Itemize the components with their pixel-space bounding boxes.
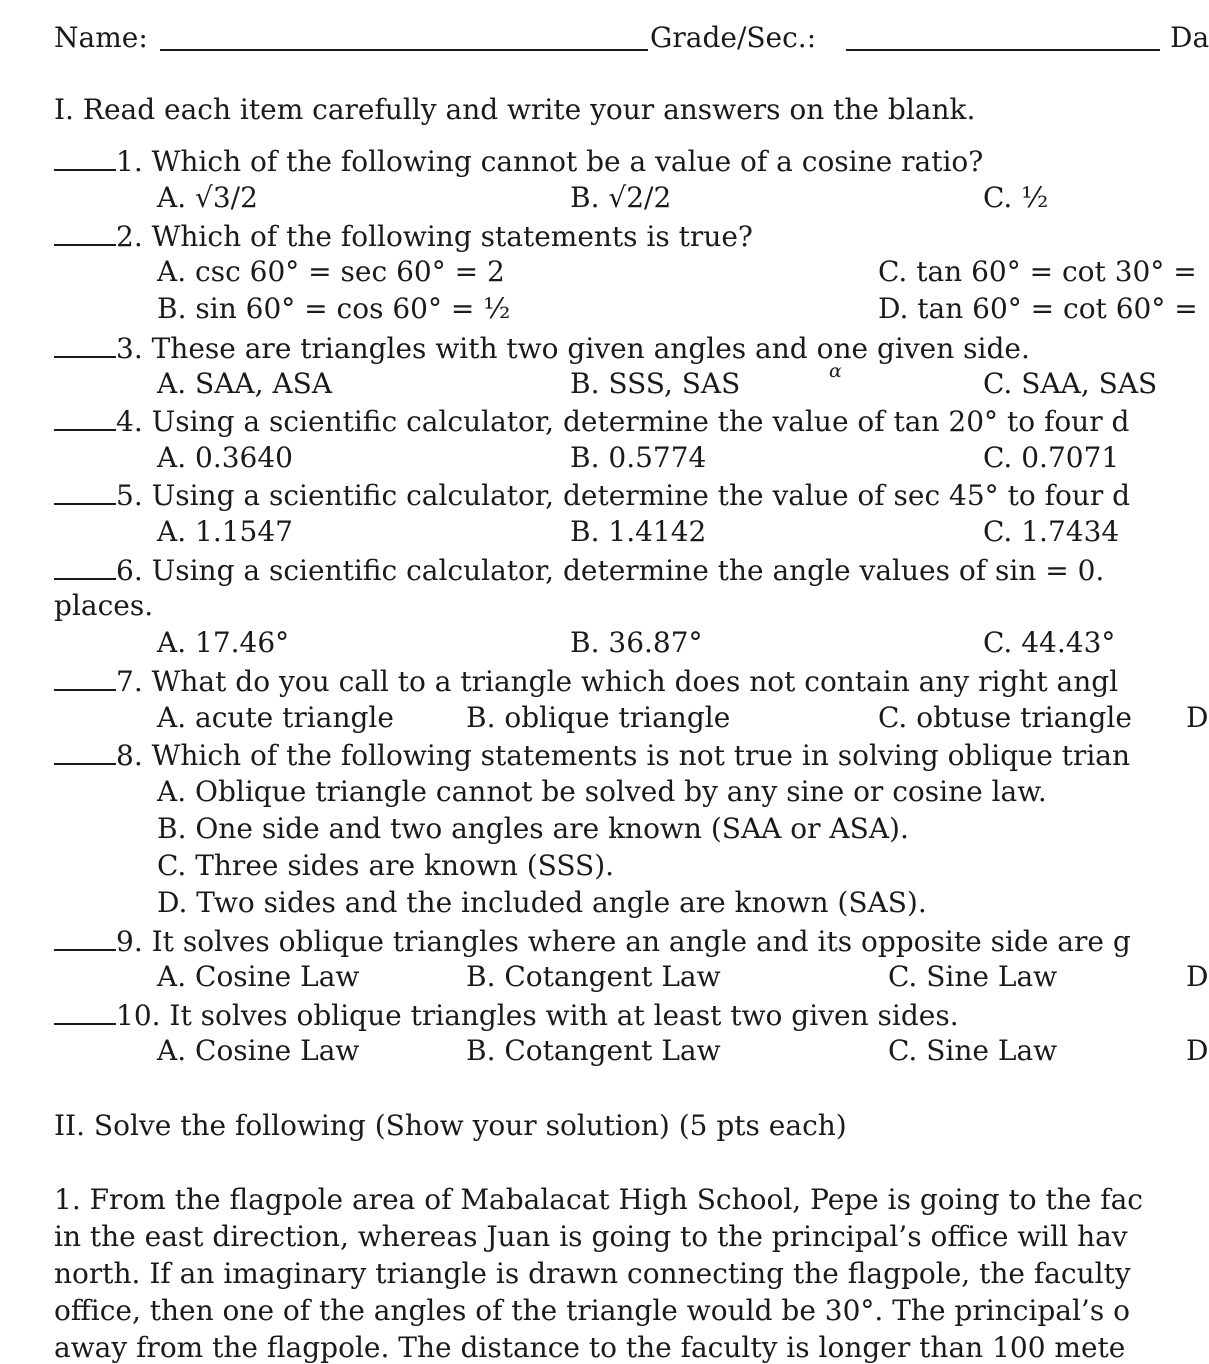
name-field[interactable] <box>160 27 648 51</box>
question-7: 7. What do you call to a triangle which does not contain any right angl <box>54 667 1118 696</box>
choice-2d: D. tan 60° = cot 60° = <box>878 292 1198 325</box>
choice-2a: A. csc 60° = sec 60° = 2 <box>157 255 505 288</box>
choice-4c: C. 0.7071 <box>983 441 1120 474</box>
choice-3b: B. SSS, SAS <box>570 367 741 400</box>
choice-9d: D <box>1186 960 1209 993</box>
choice-10b: B. Cotangent Law <box>466 1034 721 1067</box>
choice-6a: A. 17.46° <box>157 626 290 659</box>
name-label: Name: <box>54 21 148 54</box>
choice-8b: B. One side and two angles are known (SAA or ASA). <box>157 812 909 845</box>
question-8: 8. Which of the following statements is not true in solving oblique trian <box>54 741 1130 770</box>
choice-1c: C. ½ <box>983 181 1049 214</box>
choice-10c: C. Sine Law <box>888 1034 1058 1067</box>
answer-blank-8[interactable] <box>54 741 116 765</box>
problem-1-line-5: away from the flagpole. The distance to the faculty is longer than 100 mete <box>54 1331 1126 1364</box>
problem-1-line-1: 1. From the flagpole area of Mabalacat High School, Pepe is going to the fac <box>54 1183 1143 1216</box>
answer-blank-3[interactable] <box>54 334 116 358</box>
choice-7d: D <box>1186 701 1209 734</box>
choice-10a: A. Cosine Law <box>157 1034 360 1067</box>
choice-9b: B. Cotangent Law <box>466 960 721 993</box>
choice-6b: B. 36.87° <box>570 626 703 659</box>
problem-1-line-2: in the east direction, whereas Juan is going to the principal’s office will hav <box>54 1220 1128 1253</box>
choice-3a: A. SAA, ASA <box>157 367 333 400</box>
part1-instruction: I. Read each item carefully and write your answers on the blank. <box>54 93 976 126</box>
grade-section-field[interactable] <box>846 27 1160 51</box>
date-label: Da <box>1170 21 1209 54</box>
answer-blank-9[interactable] <box>54 927 116 951</box>
question-9: 9. It solves oblique triangles where an angle and its opposite side are g <box>54 927 1131 956</box>
answer-blank-1[interactable] <box>54 147 116 171</box>
choice-6c: C. 44.43° <box>983 626 1116 659</box>
choice-8c: C. Three sides are known (SSS). <box>157 849 615 882</box>
part2-instruction: II. Solve the following (Show your solution) (5 pts each) <box>54 1109 847 1142</box>
problem-1-line-4: office, then one of the angles of the triangle would be 30°. The principal’s o <box>54 1294 1130 1327</box>
question-5: 5. Using a scientific calculator, determine the value of sec 45° to four d <box>54 481 1130 510</box>
answer-blank-4[interactable] <box>54 407 116 431</box>
problem-1-line-3: north. If an imaginary triangle is drawn connecting the flagpole, the faculty <box>54 1257 1131 1290</box>
choice-9c: C. Sine Law <box>888 960 1058 993</box>
question-6-continued: places. <box>54 589 154 622</box>
choice-7b: B. oblique triangle <box>466 701 731 734</box>
answer-blank-6[interactable] <box>54 556 116 580</box>
question-1: 1. Which of the following cannot be a value of a cosine ratio? <box>54 147 983 176</box>
choice-8d: D. Two sides and the included angle are known (SAS). <box>157 886 927 919</box>
choice-4b: B. 0.5774 <box>570 441 707 474</box>
choice-8a: A. Oblique triangle cannot be solved by any sine or cosine law. <box>157 775 1047 808</box>
question-10: 10. It solves oblique triangles with at least two given sides. <box>54 1001 959 1030</box>
choice-1a: A. √3/2 <box>157 181 258 214</box>
answer-blank-5[interactable] <box>54 481 116 505</box>
answer-blank-10[interactable] <box>54 1001 116 1025</box>
choice-10d: D <box>1186 1034 1209 1067</box>
choice-2b: B. sin 60° = cos 60° = ½ <box>157 292 511 325</box>
choice-1b: B. √2/2 <box>570 181 672 214</box>
choice-5c: C. 1.7434 <box>983 515 1120 548</box>
choice-5b: B. 1.4142 <box>570 515 707 548</box>
choice-4a: A. 0.3640 <box>157 441 293 474</box>
choice-7a: A. acute triangle <box>157 701 394 734</box>
alpha-symbol: α <box>829 360 842 382</box>
choice-9a: A. Cosine Law <box>157 960 360 993</box>
choice-7c: C. obtuse triangle <box>878 701 1132 734</box>
answer-blank-2[interactable] <box>54 222 116 246</box>
grade-section-label: Grade/Sec.: <box>650 21 817 54</box>
question-4: 4. Using a scientific calculator, determine the value of tan 20° to four d <box>54 407 1129 436</box>
choice-3c: C. SAA, SAS <box>983 367 1158 400</box>
question-3: 3. These are triangles with two given angles and one given side. <box>54 334 1030 363</box>
answer-blank-7[interactable] <box>54 667 116 691</box>
question-2: 2. Which of the following statements is true? <box>54 222 753 251</box>
question-6: 6. Using a scientific calculator, determine the angle values of sin = 0. <box>54 556 1104 585</box>
choice-2c: C. tan 60° = cot 30° = <box>878 255 1197 288</box>
choice-5a: A. 1.1547 <box>157 515 293 548</box>
